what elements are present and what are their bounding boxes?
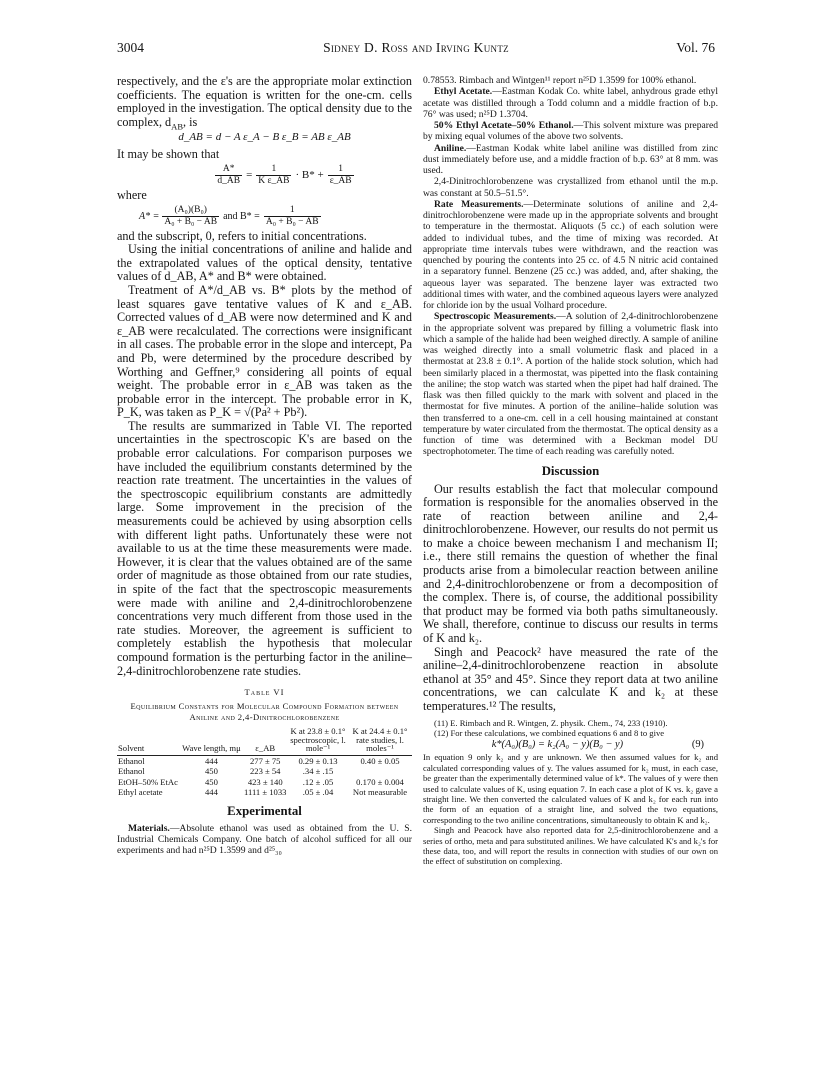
paragraph: Singh and Peacock² have measured the rate of the aniline–2,4-dinitrochlorobenzene reaction in absolute ethanol at 35° and 45°. Since they report data at two aniline concentrations, we can calculate K and k₂ at these temperatures.¹² The results,	[423, 644, 718, 713]
table-row: Ethyl acetate 444 1111 ± 1033 .05 ± .04 Not measurable	[118, 787, 408, 798]
paragraph: Ethyl Acetate.—Eastman Kodak Co. white label, anhydrous grade ethyl acetate was distilled through a Todd column and a middle fraction of b.p. 76° was used; n²⁵D 1.3704.	[423, 86, 718, 120]
table-row: Ethanol 444 277 ± 75 0.29 ± 0.13 0.40 ± 0.05	[118, 755, 400, 766]
paragraph: 0.78553. Rimbach and Wintgen¹¹ report n²⁵D 1.3599 for 100% ethanol.	[423, 75, 697, 86]
page-number: 3004	[117, 40, 144, 55]
paragraph: where	[117, 187, 147, 202]
paragraph: The results are summarized in Table VI. The reported uncertainties in the spectroscopic K's are based on the probable error calculations. For comparison purposes we have included the equilibrium constants determined by the reaction rate treatment. The uncertainties in the values of the spectroscopic equilibrium constants are admittedly large. Some improvement in the precision of the measurements could be achieved by using absorption cells with different light paths. Unfortunately these were not available to us at the time these measurements were made. However, it is clear that the values obtained are of the same order of magnitude as those obtained from our rate studies, in spite of the fact that the spectroscopic measurements were made with aniline and 2,4-dinitrochlorobenzene concentrations very much different from those used in the rate studies. Moreover, the agreement is sufficient to completely establish the hypothesis that molecular compound formation is the perturbing factor in the aniline–2,4-dinitrochlorobenzene rate studies.	[117, 418, 412, 678]
paragraph: 2,4-Dinitrochlorobenzene was crystallized from ethanol until the m.p. was constant at 50.5–51.5°.	[423, 176, 718, 199]
table-header: K at 23.8 ± 0.1° spectroscopic, l. mole⁻¹	[288, 727, 348, 755]
paragraph: Our results establish the fact that molecular compound formation is responsible for the anomalies observed in the rate of reaction between aniline and 2,4-dinitrochlorobenzene. However, our results do not permit us to make a choice beween mechanism I and mechanism II; i.e., there still remains the question of whether the final products arise from a bimolecular reaction between aniline and 2,4-dinitrochlorobenzene or from a decomposition of the complex. There is, of course, the additional possibility that product may be formed via both paths simultaneously. We shall, therefore, continue to discuss our results in terms of K and k₂.	[423, 481, 718, 646]
section-heading-experimental: Experimental	[227, 803, 302, 818]
equation-d-ab: d_AB = d − A ε_A − B ε_B = AB ε_AB	[178, 131, 351, 144]
paragraph: Treatment of A*/d_AB vs. B* plots by the method of least squares gave tentative values of K and ε_AB. Corrected values of d_AB were now determined and K and ε_AB were recalculated. The corrections were insignificant in all cases. The probable error in the slope and intercept, Pa and Pb, were determined by the procedure described by Worthing and Geffner,⁹ considering all points of equal weight. The probable error in ε_AB was taken as the probable error in the intercept. The probable error in K, P_K, was taken as P_K = √(Pa² + Pb²).	[117, 282, 412, 420]
right-column	[423, 75, 718, 867]
paragraph: Materials.—Absolute ethanol was used as obtained from the U. S. Industrial Chemicals Company. One batch of alcohol sufficed for all our experiments and had n²⁵D 1.3599 and d²⁵₃₀	[117, 822, 412, 857]
table-header: Solvent	[117, 727, 180, 755]
paragraph: Using the initial concentrations of aniline and halide and the extrapolated values of the optical density, tentative values of d_AB, A* and B* were obtained.	[117, 242, 412, 284]
table-header: Wave length, mμ	[180, 727, 242, 755]
footnote: (12) For these calculations, we combined equations 6 and 8 to give	[434, 728, 665, 738]
section-heading-discussion: Discussion	[541, 463, 600, 478]
table-row: EtOH–50% EtAc 450 423 ± 140 .12 ± .05 0.170 ± 0.004	[118, 776, 404, 787]
equation-definitions: A* = $\frac{\text{(A₀)(B₀)}}{\text{A₀ + B₀ − AB}}$ and B* = $\frac{1}{\text{A₀ + B₀ − AB}}$	[139, 204, 319, 227]
paragraph: It may be shown that	[117, 147, 220, 162]
paragraph: Spectroscopic Measurements.—A solution of 2,4-dinitrochlorobenzene in the appropriate solvent was prepared by filling a volumetric flask into which a sample of the halide had been weighed directly. A sample of aniline was weighed directly into a small volumetric flask and placed in a thermostat at 23.8 ± 0.1°. A portion of the halide stock solution, which had been similarly placed in a thermostat, was pipetted into the flask containing the aniline; the stop watch was started when the pipet had half drained. The flask was then filled quickly to the mark with solvent and placed in the thermostat for five minutes. A portion of the aniline–halide solution was then transferred to a one-cm. cell in a cell housing maintained at constant temperature by water circulated from the thermostat. The optical density as a function of time was determined with a Beckman model DU spectrophotometer. The time of each reading was carefully noted.	[423, 311, 718, 458]
table-header: ε_AB	[242, 727, 288, 755]
table-row: Ethanol 450 223 ± 54 .34 ± .15	[118, 766, 334, 777]
table-title: Equilibrium Constants for Molecular Compound Formation between Aniline and 2,4-Dinitrochlorobenzene	[130, 701, 399, 723]
table-caption: Table VI	[244, 687, 285, 698]
left-column	[117, 75, 412, 856]
data-table	[117, 727, 412, 797]
footnote: Singh and Peacock have also reported data for 2,5-dinitrochlorobenzene and a series of ortho, meta and para substituted anilines. We have calculated K's and k₂'s for these data, too, and will report the results in connection with studies of our own on the effect of substitution on complexing.	[423, 825, 718, 867]
volume-label: Vol. 76	[676, 40, 715, 55]
equation-9: k*(A₀)(B₀) = k₂(A₀ − y)(B₀ − y) (9)	[491, 739, 704, 751]
paragraph: respectively, and the ε's are the appropriate molar extinction coefficients. The equation is written for the one-cm. cells employed in the investigation. The optical density due to the complex, $d_{AB}$, is	[117, 74, 412, 132]
running-authors: Sidney D. Ross and Irving Kuntz	[323, 40, 509, 55]
paragraph: 50% Ethyl Acetate–50% Ethanol.—This solvent mixture was prepared by mixing equal volumes of the above two solvents.	[423, 120, 718, 143]
paragraph: Rate Measurements.—Determinate solutions of aniline and 2,4-dinitrochlorobenzene were made up in the appropriate solvents and brought to temperature in the thermostat. Aliquots (5 cc.) of each solution were added to individual tubes, and the time of mixing was recorded. At appropriate time intervals tubes were withdrawn, and the reaction was quenched by pouring the contents into 25 cc. of 4.5 N nitric acid contained in a separatory funnel. Benzene (25 cc.) was added, and, after shaking, the aqueous layer was separated. The benzene layer was extracted two additional times with water, and the combined aqueous layers were analyzed for chloride ion by the usual Volhard procedure.	[423, 198, 718, 311]
table-header: K at 24.4 ± 0.1° rate studies, l. moles⁻¹	[348, 727, 412, 755]
running-header	[117, 40, 715, 60]
footnote: In equation 9 only k₂ and y are unknown. We then assumed values for k₂ and calculated corresponding values of y. The values assumed for k₂ must, in each case, be greater than the experimentally determined value of k*. The values of y were then used to calculate values of K, using equation 7. In each case a plot of K vs. k₂ gave a straight line. We then converted the calculated values of K and k₂ for each run into the form of an equation of a straight line, and solved the two equations, corresponding to the two aniline concentrations, simultaneously to obtain K and k₂.	[423, 752, 718, 825]
paragraph: and the subscript, 0, refers to initial concentrations.	[117, 228, 367, 243]
paragraph: Aniline.—Eastman Kodak white label aniline was distilled from zinc dust immediately before use, and a middle fraction of b.p. 63° at 8 mm. was used.	[423, 142, 718, 176]
equation-a-star: $\frac{A*}{d\_AB}$ = $\frac{1}{\text{K ε\_AB}}$ · B* + $\frac{1}{\varepsilon\_AB}$	[217, 163, 352, 186]
footnote: (11) E. Rimbach and R. Wintgen, Z. physik. Chem., 74, 233 (1910).	[434, 717, 668, 728]
